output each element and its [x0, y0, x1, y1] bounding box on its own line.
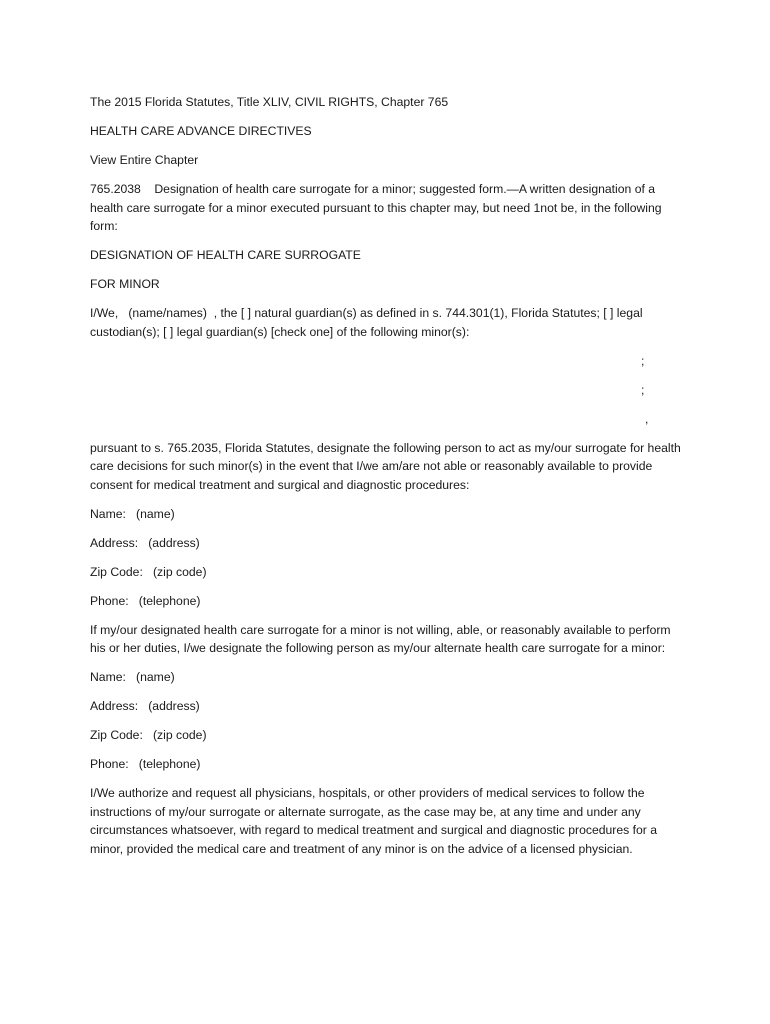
alternate-zip-field: Zip Code: (zip code) [90, 728, 207, 742]
form-subtitle: FOR MINOR [90, 277, 160, 291]
authorization-clause: I/We authorize and request all physicians, hospitals, or other providers of medical services to follow the instructions of my/our surrogate or alternate surrogate, as the case may be, at any time and under any circumstances whatsoever, with regard to medical treatment and surgical and diagnostic procedures for a minor, provided the medical care and treatment of any minor is on the advice of a licensed physician. [90, 786, 658, 856]
form-title: DESIGNATION OF HEALTH CARE SURROGATE [90, 248, 361, 262]
surrogate-zip-field: Zip Code: (zip code) [90, 564, 207, 579]
alternate-address-field: Address: (address) [90, 699, 200, 713]
surrogate-phone-field: Phone: (telephone) [90, 593, 201, 608]
section-intro: 765.2038 Designation of health care surrogate for a minor; suggested form.—A written designation of a health care surrogate for a minor executed pursuant to this chapter may, but need 1not be, in the following form: [90, 182, 665, 233]
view-chapter-link[interactable]: View Entire Chapter [90, 153, 199, 167]
surrogate-address-field: Address: (address) [90, 535, 200, 550]
pursuant-clause: pursuant to s. 765.2035, Florida Statutes, designate the following person to act as my/our surrogate for health care decisions for such minor(s) in the event that I/we am/are not able or reasonably available to provide consent for medical treatment and surgical and diagnostic procedures: [90, 440, 681, 492]
guardian-clause: I/We, (name/names) , the [ ] natural guardian(s) as defined in s. 744.301(1), Florida Statutes; [ ] legal custodian(s); [ ] legal guardian(s) [check one] of the following minor(s): [90, 306, 646, 339]
chapter-title: HEALTH CARE ADVANCE DIRECTIVES [90, 124, 312, 138]
minor-line-2-punct: ; [641, 382, 645, 397]
alternate-phone-field: Phone: (telephone) [90, 757, 201, 771]
minor-line-3-punct: , [645, 411, 649, 426]
statute-header: The 2015 Florida Statutes, Title XLIV, CIVIL RIGHTS, Chapter 765 [90, 95, 449, 109]
minor-blank-line-3 [90, 410, 682, 429]
minor-blank-line-1 [90, 352, 682, 371]
minor-blank-line-2 [90, 381, 682, 400]
document-body [90, 93, 682, 869]
alternate-clause: If my/our designated health care surrogate for a minor is not willing, able, or reasonably available to perform his or her duties, I/we designate the following person as my/our alternate health care surrogate for a minor: [90, 622, 671, 655]
surrogate-name-field: Name: (name) [90, 506, 175, 521]
minor-line-1-punct: ; [641, 353, 645, 368]
alternate-name-field: Name: (name) [90, 670, 175, 684]
